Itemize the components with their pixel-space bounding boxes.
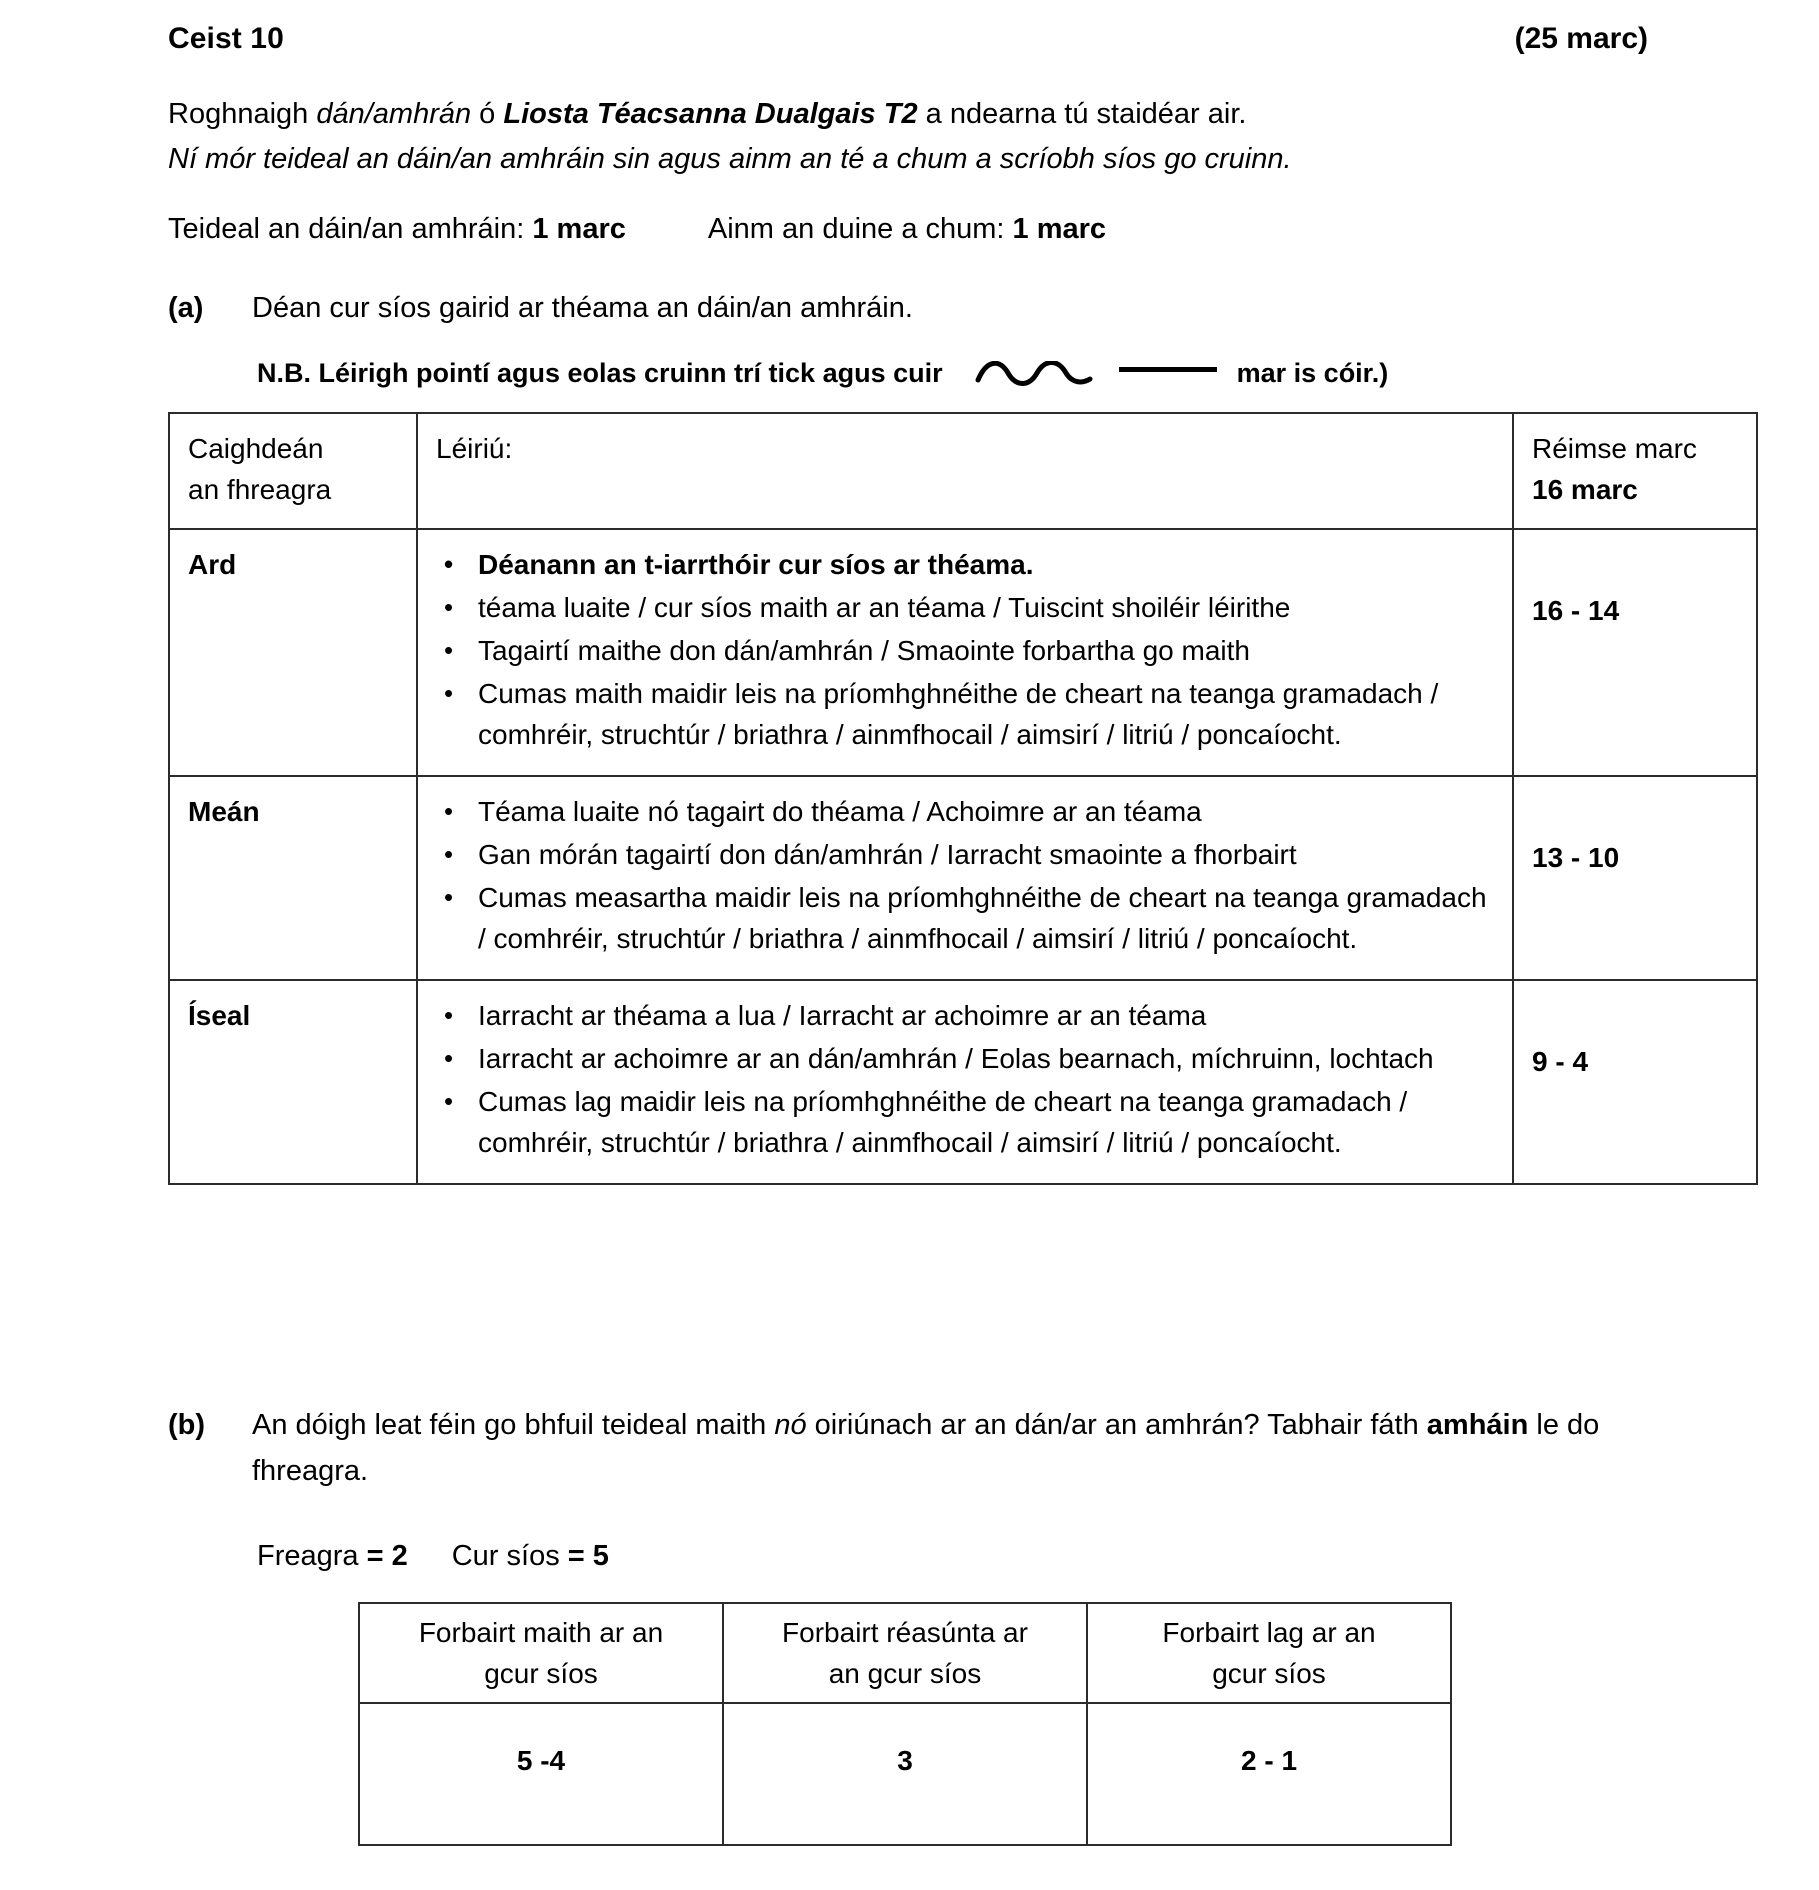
- instruction-line-2: Ní mór teideal an dáin/an amhráin sin agus ainm an té a chum a scríobh síos go cruinn.: [168, 143, 1292, 175]
- part-b-text: [252, 1402, 1632, 1494]
- table-row: [169, 980, 1757, 1184]
- devel-header-weak-line2: gcur síos: [1212, 1658, 1326, 1689]
- header-standard-line2: an fhreagra: [188, 474, 332, 505]
- part-a-text: Déan cur síos gairid ar théama an dáin/an amhráin.: [252, 292, 913, 324]
- instruction-1-italic: dán/amhrán: [316, 98, 472, 130]
- straight-underline-icon: [1119, 367, 1217, 372]
- part-a-label: (a): [168, 292, 204, 324]
- part-a-note: [257, 358, 1388, 389]
- part-a-prompt: [168, 292, 913, 325]
- title-author-marks-line: [168, 213, 1106, 246]
- mark-range: 16 - 14: [1532, 595, 1620, 626]
- devel-header-reasonable-line2: an gcur síos: [828, 1658, 982, 1689]
- devel-header-good-line2: gcur síos: [484, 1658, 598, 1689]
- ainm-label: Ainm an duine a chum:: [707, 213, 1013, 245]
- wavy-line-icon: [975, 361, 1093, 387]
- table-row: [169, 776, 1757, 980]
- part-b-prompt: [168, 1402, 1668, 1494]
- teideal-marks: 1 marc: [532, 213, 626, 245]
- devel-value-reasonable: 3: [723, 1703, 1087, 1845]
- criteria-point-list: [436, 791, 1498, 959]
- list-item: • téama luaite / cur síos maith ar an téama / Tuiscint shoiléir léirithe: [478, 587, 1498, 628]
- devel-header-weak-line1: Forbairt lag ar an: [1162, 1617, 1376, 1648]
- list-item: • Déanann an t-iarrthóir cur síos ar théama.: [478, 544, 1498, 585]
- part-b-text-bold: amháin: [1426, 1409, 1529, 1441]
- row-marks-mean: [1513, 776, 1757, 980]
- row-description-mean: [417, 776, 1513, 980]
- header-marks-line1: Réimse marc: [1532, 433, 1697, 464]
- question-total-marks: (25 marc): [1514, 22, 1648, 55]
- cursios-value: = 5: [567, 1540, 609, 1572]
- development-marks-table: [358, 1602, 1452, 1846]
- row-description-ard: [417, 529, 1513, 776]
- table-header-row: [169, 413, 1757, 529]
- instruction-1-post: a ndearna tú staidéar air.: [917, 98, 1247, 130]
- part-b-text-pre: An dóigh leat féin go bhfuil teideal maith: [252, 1409, 775, 1441]
- devel-value-weak: 2 - 1: [1087, 1703, 1451, 1845]
- header-cell-description: [417, 413, 1513, 529]
- instruction-1-text-list: Liosta Téacsanna Dualgais T2: [503, 98, 918, 130]
- freagra-value: = 2: [366, 1540, 408, 1572]
- row-marks-ard: [1513, 529, 1757, 776]
- part-b-text-mid: oiriúnach ar an dán/ar an amhrán? Tabhair fáth: [806, 1409, 1427, 1441]
- nb-text-post: mar is cóir.): [1236, 358, 1389, 388]
- table-row: [359, 1703, 1451, 1845]
- standard-label: Íseal: [188, 1000, 251, 1031]
- list-item: • Gan mórán tagairtí don dán/amhrán / Iarracht smaointe a fhorbairt: [478, 834, 1498, 875]
- page-header: [168, 22, 1648, 56]
- header-description-label: Léiriú:: [436, 433, 513, 464]
- nb-text-pre: N.B. Léirigh pointí agus eolas cruinn trí tick agus cuir: [257, 358, 943, 388]
- list-item: • Téama luaite nó tagairt do théama / Achoimre ar an téama: [478, 791, 1498, 832]
- list-item: • Tagairtí maithe don dán/amhrán / Smaointe forbartha go maith: [478, 630, 1498, 671]
- part-b-label: (b): [168, 1409, 206, 1441]
- ainm-marks: 1 marc: [1012, 213, 1107, 245]
- teideal-label: Teideal an dáin/an amhráin:: [168, 213, 533, 245]
- instruction-1-pre: Roghnaigh: [168, 98, 317, 130]
- standard-label: Ard: [188, 549, 237, 580]
- devel-header-good-line1: Forbairt maith ar an: [418, 1617, 664, 1648]
- header-marks-line2: 16 marc: [1532, 474, 1638, 505]
- devel-header-reasonable-line1: Forbairt réasúnta ar: [782, 1617, 1028, 1648]
- list-item: • Cumas maith maidir leis na príomhghnéithe de cheart na teanga gramadach / comhréir, struchtúr / briathra / ainmfhocail / aimsirí / litriú / poncaíocht.: [478, 673, 1498, 755]
- instructions-block: [168, 92, 1668, 182]
- list-item: • Iarracht ar achoimre ar an dán/amhrán / Eolas bearnach, míchruinn, lochtach: [478, 1038, 1498, 1079]
- mark-range: 13 - 10: [1532, 842, 1620, 873]
- part-b-mark-breakdown: [257, 1540, 609, 1573]
- criteria-point-list: [436, 995, 1498, 1163]
- criteria-table: [168, 412, 1758, 1185]
- standard-label: Meán: [188, 796, 260, 827]
- table-header-row: [359, 1603, 1451, 1703]
- list-item: • Cumas lag maidir leis na príomhghnéithe de cheart na teanga gramadach / comhréir, struchtúr / briathra / ainmfhocail / aimsirí / litriú / poncaíocht.: [478, 1081, 1498, 1163]
- row-standard-mean: [169, 776, 417, 980]
- row-standard-ard: [169, 529, 417, 776]
- question-number: Ceist 10: [168, 22, 284, 55]
- instruction-line-1: [168, 92, 1668, 137]
- table-row: [169, 529, 1757, 776]
- cursios-label: Cur síos: [451, 1540, 568, 1572]
- devel-header-weak: [1087, 1603, 1451, 1703]
- devel-header-reasonable: [723, 1603, 1087, 1703]
- header-standard-line1: Caighdeán: [188, 433, 324, 464]
- devel-value-good: 5 -4: [359, 1703, 723, 1845]
- row-standard-iseal: [169, 980, 417, 1184]
- criteria-point-list: [436, 544, 1498, 755]
- row-marks-iseal: [1513, 980, 1757, 1184]
- list-item: • Iarracht ar théama a lua / Iarracht ar achoimre ar an téama: [478, 995, 1498, 1036]
- instruction-1-mid: ó: [471, 98, 504, 130]
- part-b-text-post: le do fhreagra.: [252, 1409, 1600, 1487]
- row-description-iseal: [417, 980, 1513, 1184]
- devel-header-good: [359, 1603, 723, 1703]
- list-item: • Cumas measartha maidir leis na príomhghnéithe de cheart na teanga gramadach / comhréir, struchtúr / briathra / ainmfhocail / aimsirí / litriú / poncaíocht.: [478, 877, 1498, 959]
- freagra-label: Freagra: [257, 1540, 367, 1572]
- header-cell-marks: [1513, 413, 1757, 529]
- mark-range: 9 - 4: [1532, 1046, 1589, 1077]
- header-cell-standard: [169, 413, 417, 529]
- part-b-text-italic: nó: [774, 1409, 807, 1441]
